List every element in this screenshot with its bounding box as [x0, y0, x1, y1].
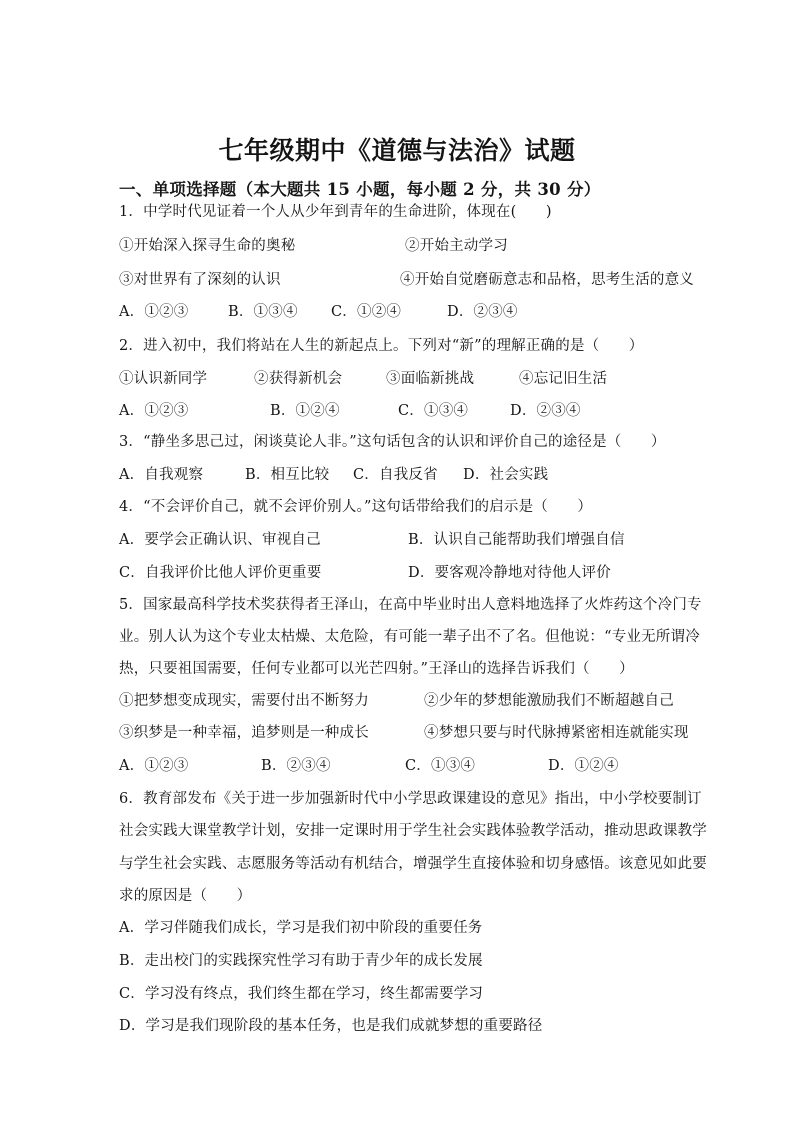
q1-item-1: ①开始深入探寻生命的奥秘 — [119, 238, 296, 254]
q3-option-d: D．社会实践 — [463, 467, 549, 483]
q4-option-a: A．要学会正确认识、审视自己 — [119, 532, 321, 548]
q2-item-1: ①认识新同学 — [119, 371, 208, 387]
q3-option-c: C．自我反省 — [353, 467, 438, 483]
q6-stem-line-2: 社会实践大课堂教学计划，安排一定课时用于学生社会实践体验教学活动，推动思政课教学 — [119, 823, 707, 839]
q5-item-2: ②少年的梦想能激励我们不断超越自己 — [424, 693, 674, 709]
q5-stem-line-3: 热，只要祖国需要，任何专业都可以光芒四射。”王泽山的选择告诉我们（ ） — [119, 661, 634, 677]
q1-option-d: D．②③④ — [447, 304, 518, 320]
q3-stem: 3．“静坐多思己过，闲谈莫论人非。”这句话包含的认识和评价自己的途径是（ ） — [119, 434, 666, 450]
q1-item-2: ②开始主动学习 — [405, 238, 508, 254]
q5-option-a: A．①②③ — [119, 758, 189, 774]
q6-stem-line-4: 求的原因是（ ） — [119, 888, 252, 904]
q1-item-3: ③对世界有了深刻的认识 — [119, 272, 281, 288]
q5-option-b: B．②③④ — [261, 758, 331, 774]
q6-option-b: B．走出校门的实践探究性学习有助于青少年的成长发展 — [119, 953, 483, 969]
q5-item-4: ④梦想只要与时代脉搏紧密相连就能实现 — [424, 725, 689, 741]
q5-option-c: C．①③④ — [405, 758, 476, 774]
q2-option-a: A．①②③ — [119, 403, 189, 419]
q6-option-a: A．学习伴随我们成长，学习是我们初中阶段的重要任务 — [119, 920, 483, 936]
q5-stem-line-1: 5．国家最高科学技术奖获得者王泽山，在高中毕业时出人意料地选择了火炸药这个冷门专 — [119, 597, 702, 613]
q2-option-b: B．①②④ — [270, 403, 340, 419]
q1-item-4: ④开始自觉磨砺意志和品格，思考生活的意义 — [400, 272, 694, 288]
q5-stem-line-2: 业。别人认为这个专业太枯燥、太危险，有可能一辈子出不了名。但他说：“专业无所谓冷 — [119, 629, 700, 645]
q1-stem: 1．中学时代见证着一个人从少年到青年的生命进阶，体现在( ) — [119, 204, 552, 220]
exam-title: 七年级期中《道德与法治》试题 — [218, 136, 576, 165]
q3-option-a: A．自我观察 — [119, 467, 204, 483]
q3-option-b: B．相互比较 — [245, 467, 330, 483]
q6-stem-line-1: 6．教育部发布《关于进一步加强新时代中小学思政课建设的意见》指出，中小学校要制订 — [119, 791, 702, 807]
q4-option-c: C．自我评价比他人评价更重要 — [119, 565, 322, 581]
q2-stem: 2．进入初中，我们将站在人生的新起点上。下列对“新”的理解正确的是（ ） — [119, 338, 644, 354]
q4-stem: 4．“不会评价自己，就不会评价别人。”这句话带给我们的启示是（ ） — [119, 499, 593, 515]
q6-stem-line-3: 与学生社会实践、志愿服务等活动有机结合，增强学生直接体验和切身感悟。该意见如此要 — [119, 856, 707, 872]
q2-item-4: ④忘记旧生活 — [519, 371, 608, 387]
q2-item-2: ②获得新机会 — [254, 371, 343, 387]
q6-option-c: C．学习没有终点，我们终生都在学习，终生都需要学习 — [119, 986, 484, 1002]
q5-item-1: ①把梦想变成现实，需要付出不断努力 — [119, 693, 369, 709]
q1-option-c: C．①②④ — [331, 304, 402, 320]
q6-option-d: D．学习是我们现阶段的基本任务，也是我们成就梦想的重要路径 — [119, 1018, 543, 1034]
q2-option-c: C．①③④ — [398, 403, 469, 419]
q2-option-d: D．②③④ — [510, 403, 581, 419]
q1-option-a: A．①②③ — [119, 304, 189, 320]
q4-option-d: D．要客观冷静地对待他人评价 — [408, 565, 611, 581]
q5-item-3: ③织梦是一种幸福，追梦则是一种成长 — [119, 725, 369, 741]
q5-option-d: D．①②④ — [548, 758, 619, 774]
section-heading: 一、单项选择题（本大题共 15 小题，每小题 2 分，共 30 分） — [119, 180, 601, 199]
q4-option-b: B．认识自己能帮助我们增强自信 — [408, 532, 625, 548]
q1-option-b: B．①③④ — [228, 304, 298, 320]
q2-item-3: ③面临新挑战 — [386, 371, 475, 387]
